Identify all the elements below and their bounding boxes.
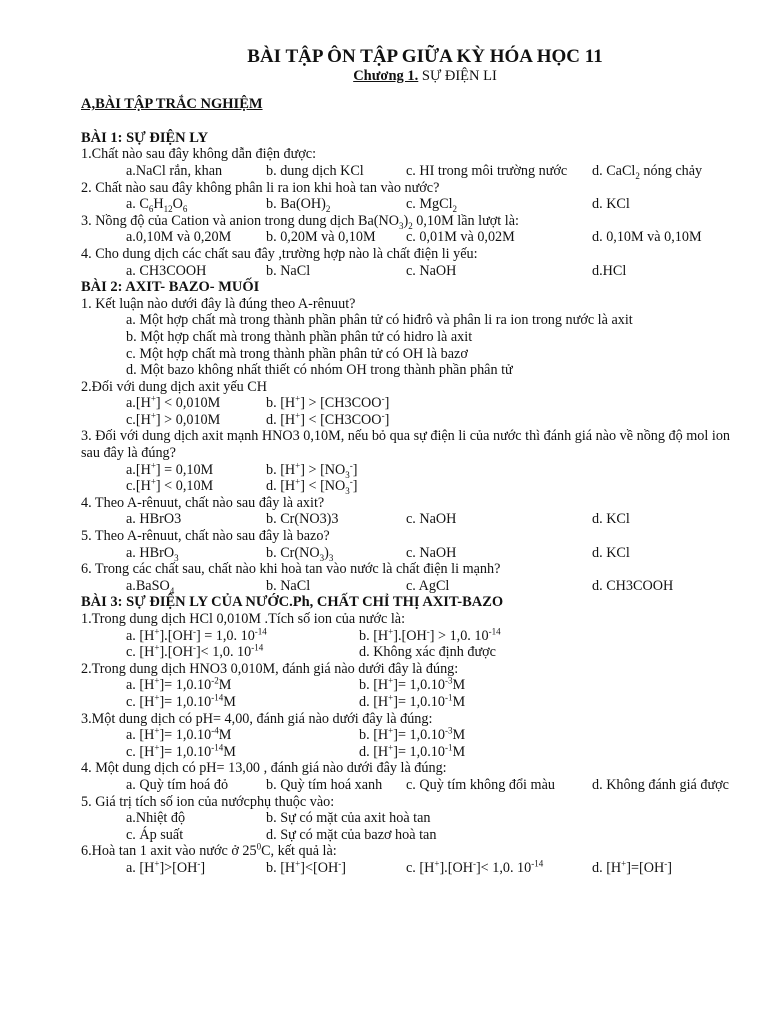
page-title: BÀI TẬP ÔN TẬP GIỮA KỲ HÓA HỌC 11 [247, 46, 603, 67]
option-c: c. Quỳ tím không đổi màu [406, 776, 555, 793]
option-a: a. HBrO$_3$ [126, 544, 179, 563]
option-d: d. Không đánh giá được [592, 776, 729, 793]
option-b: b. $Ba(OH)_2$ [266, 196, 331, 214]
option-d: d. Sự có mặt của bazơ hoà tan [266, 826, 437, 843]
option-a: a. Quỳ tím hoá đỏ [126, 776, 229, 793]
option-b: b. [H+]<[OH-] [266, 858, 346, 876]
option-a: a.[H+] = 0,10M [126, 459, 214, 478]
option-d: d. Không xác định được [359, 644, 496, 661]
option-a: a. HBrO3 [126, 511, 182, 528]
option-b: b. $[H^+]= 1,0.10^{-3}M$ [359, 725, 466, 744]
option-b: b. [H+].[OH-] > 1,0. $10^{-14}$ [359, 625, 501, 644]
option-c: c. NaOH [406, 544, 457, 561]
option-c: c. Một hợp chất mà trong thành phần phân tử có OH là bazơ [126, 345, 468, 362]
answer-options [81, 196, 749, 213]
option-b: b. dung dịch KCl [266, 162, 364, 179]
option-a: a. [H+]>[OH-] [126, 858, 206, 876]
option-d: d. [H+] < [CH3COO-] [266, 410, 390, 428]
answer-options [81, 229, 749, 246]
question-text: 3. Đối với dung dịch axit mạnh HNO3 0,10M, nếu bỏ qua sự điện li của nước thì đánh giá nào về nồng độ mol ion sau đây là đúng? [81, 428, 731, 462]
question-text: 6.Hoà tan 1 axit vào nước ở $25^0C$, kết quả là: [81, 841, 337, 860]
section-heading: A,BÀI TẬP TRẮC NGHIỆM [81, 96, 263, 112]
question-text: 2.Trong dung dịch HNO3 0,010M, đánh giá nào dưới đây là đúng: [81, 660, 459, 677]
option-c: c. [H+].[OH-]< 1,0. $10^{-14}$ [406, 858, 544, 876]
option-a: a.Nhiệt độ [126, 810, 186, 827]
option-b: b. [H+] > [CH3COO-] [266, 393, 390, 412]
option-c: c. HI trong môi trường nước [406, 162, 568, 179]
question-text: 2. Chất nào sau đây không phân li ra ion khi hoà tan vào nước? [81, 179, 440, 196]
question-text: 3. Nồng độ của Cation và anion trong dung dịch $Ba(NO_3)_2$ 0,10M lần lượt là: [81, 212, 519, 231]
answer-options [81, 744, 749, 761]
option-b: b. $[H^+]= 1,0.10^{-3}M$ [359, 675, 466, 694]
answer-options [81, 478, 749, 495]
option-a: a. $C_6H_{12}O_6$ [126, 196, 188, 214]
option-d: d. [H+]=[OH-] [592, 858, 672, 876]
option-b: b. NaCl [266, 577, 311, 594]
option-d: d. KCl [592, 511, 630, 528]
option-a: a.[H+] < 0,010M [126, 393, 221, 412]
answer-options [81, 395, 749, 412]
option-b: b. Cr(NO3)3 [266, 511, 339, 528]
question-text: 5. Theo A-rênuut, chất nào sau đây là bazo? [81, 528, 330, 545]
question-text: 1. Kết luận nào dưới đây là đúng theo A-rênuut? [81, 295, 356, 312]
answer-options [81, 827, 749, 844]
option-b: b. Quỳ tím hoá xanh [266, 776, 383, 793]
bai3-heading: BÀI 3: SỰ ĐIỆN LY CỦA NƯỚC.Ph, CHẤT CHỈ THỊ AXIT-BAZO [81, 594, 504, 611]
answer-options [81, 677, 749, 694]
worksheet-page [81, 46, 749, 877]
option-c: c. MgCl$_2$ [406, 196, 458, 214]
answer-options [81, 511, 749, 528]
answer-options [81, 727, 749, 744]
question-text: 6. Trong các chất sau, chất nào khi hoà tan vào nước là chất điện li mạnh? [81, 561, 501, 578]
question-text: 5. Giá trị tích số ion của nướcphụ thuộc vào: [81, 793, 335, 810]
option-d: d. $[H^+]= 1,0.10^{-1}M$ [359, 692, 466, 710]
option-c: c. NaOH [406, 511, 457, 528]
option-d: d. CaCl$_2$ nóng chảy [592, 162, 703, 181]
option-d: d. $[H^+] < [NO_3^-]$ [266, 476, 358, 497]
answer-options [81, 412, 749, 429]
answer-options [81, 777, 749, 794]
option-c: c. AgCl [406, 577, 450, 594]
option-a: a.NaCl rắn, khan [126, 162, 223, 179]
option-d: d. KCl [592, 196, 630, 213]
chapter-label: Chương 1. [353, 68, 419, 84]
answer-options [81, 860, 749, 877]
question-text: 4. Theo A-rênuut, chất nào sau đây là axit? [81, 494, 325, 511]
question-text: 2.Đối với dung dịch axit yếu CH [81, 378, 268, 395]
option-c: c.[H+] < 0,10M [126, 476, 214, 495]
question-text: 4. Cho dung dịch các chất sau đây ,trường hợp nào là chất điện li yếu: [81, 245, 478, 262]
option-c: c. $[H^+]= 1,0.10^{-14}M$ [126, 692, 236, 710]
option-a: a.BaSO$_4$ [126, 577, 175, 596]
chapter-subtitle [101, 68, 749, 85]
option-d: d. $[H^+]= 1,0.10^{-1}M$ [359, 742, 466, 760]
option-b: b. 0,20M và 0,10M [266, 229, 376, 246]
option-a: a. $[H^+]= 1,0.10^{-2}M$ [126, 675, 232, 694]
option-b: b. Sự có mặt của axit hoà tan [266, 810, 431, 827]
option-c: c. 0,01M và 0,02M [406, 229, 515, 246]
option-b: b. NaCl [266, 262, 311, 279]
option-c: c. NaOH [406, 262, 457, 279]
option-b: b. Một hợp chất mà trong thành phần phân tử có hidro là axit [126, 328, 473, 345]
option-a: a. [H+].[OH-] = 1,0. $10^{-14}$ [126, 625, 267, 644]
answer-options [81, 263, 749, 280]
answer-options [81, 625, 749, 645]
answer-options [81, 545, 749, 562]
option-c: c. [H+].[OH-]< 1,0. $10^{-14}$ [126, 642, 264, 661]
answer-options [81, 163, 749, 180]
option-a: a. $[H^+]= 1,0.10^{-4}M$ [126, 725, 232, 744]
question-text: 3.Một dung dịch có pH= 4,00, đánh giá nào dưới đây là đúng: [81, 710, 433, 727]
question-text: 1.Chất nào sau đây không dẫn điện được: [81, 146, 317, 163]
option-b: b. $Cr(NO_3)_3$ [266, 544, 334, 563]
option-d: d. KCl [592, 544, 630, 561]
option-d: d.HCl [592, 262, 627, 279]
option-b: b. $[H^+] > [NO_3^-]$ [266, 459, 358, 480]
option-d: d. Một bazo không nhất thiết có nhóm OH trong thành phần phân tử [126, 362, 513, 379]
option-a: a. Một hợp chất mà trong thành phần phân tử có hiđrô và phân li ra ion trong nước là axit [126, 312, 633, 329]
chapter-name: SỰ ĐIỆN LI [421, 68, 497, 84]
option-c: c. Áp suất [126, 826, 184, 843]
answer-options [81, 578, 749, 595]
option-d: d. CH3COOH [592, 577, 674, 594]
answer-options [81, 810, 749, 827]
option-c: c. $[H^+]= 1,0.10^{-14}M$ [126, 742, 236, 760]
option-a: a. CH3COOH [126, 262, 207, 279]
bai1-heading: BÀI 1: SỰ ĐIỆN LY [81, 129, 209, 146]
answer-options [81, 459, 749, 480]
option-d: d. 0,10M và 0,10M [592, 229, 702, 246]
option-c: c.[H+] > 0,010M [126, 410, 221, 428]
answer-options [81, 644, 749, 661]
option-a: a.0,10M và 0,20M [126, 229, 232, 246]
question-text: 4. Một dung dịch có pH= 13,00 , đánh giá nào dưới đây là đúng: [81, 760, 447, 777]
answer-options [81, 694, 749, 711]
bai2-heading: BÀI 2: AXIT- BAZO- MUỐI [81, 279, 260, 296]
question-text: 1.Trong dung dịch HCl 0,010M .Tích số ion của nước là: [81, 611, 406, 628]
